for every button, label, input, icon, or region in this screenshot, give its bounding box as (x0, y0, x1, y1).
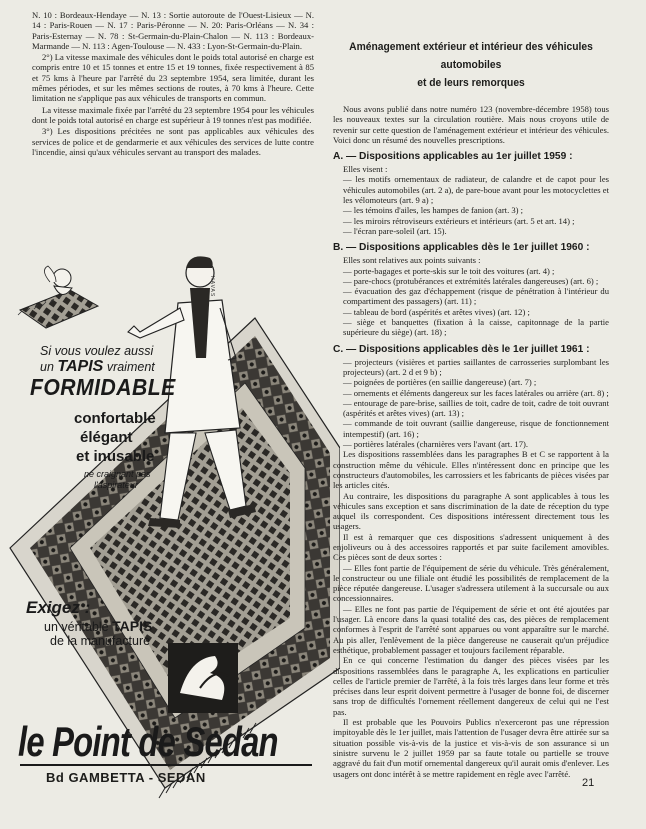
section-c-item: — projecteurs (visières et parties saillantes de carrosseries surplombant les projecteurs) (art. 2 d et 9 b) ; (343, 356, 609, 377)
section-b-lead: Elles sont relatives aux points suivants : (343, 255, 481, 266)
ad-line-2-prefix: un (40, 360, 54, 374)
body-paragraph: Il est à remarquer que ces dispositions s'adressent uniquement à des enjoliveurs ou à des accessoires rapportés et par suite facilement amovibles. Ces pièces sont de deux sortes : (333, 531, 609, 563)
section-a-item: — les motifs ornementaux de radiateur, de calandre et de capot pour les véhicules automobiles (art. 2 a), de pare-boue avant pour les motocyclettes et les vélomoteurs (art. 9 a) ; (343, 174, 609, 206)
page-number: 21 (582, 777, 595, 789)
exemptions-paragraph: 3°) Les dispositions précitées ne sont pas applicables aux véhicules des services de police et de gendarmerie et aux véhicules des services de lutte contre l'incendie, ainsi qu'aux véhicules servant au transport des malades. (32, 126, 314, 157)
article-title-line-2: et de leurs remorques (417, 77, 525, 89)
section-c-item: — portières latérales (charnières vers l'avant (art. 17). (343, 439, 529, 450)
ad-manufacture: de la manufacture (50, 634, 151, 648)
body-paragraph: — Elles font partie de l'équipement de série du véhicule. Très généralement, le constructeur ou une filiale ont étudié les possibilités de remplacement de la pièce réputée dangereuse. L'usager s'adressera utilement à la succursale ou aux concessionnaires. (333, 562, 609, 604)
section-b-item: — siège et banquettes (fixation à la caisse, capitonnage de la partie supérieure du siège) (art. 18) ; (343, 317, 609, 338)
ad-quality-1: confortable (74, 410, 156, 427)
ad-tapis-bold: TAPIS (112, 618, 153, 634)
section-b-heading: B. — Dispositions applicables dès le 1er juillet 1960 : (333, 242, 590, 254)
ad-tapis-prefix: un véritable (44, 620, 109, 634)
body-paragraph: En ce qui concerne l'estimation du danger des pièces visées par les dispositions rassemblées dans le paragraphe A, les explications en particulier celles de l'article premier de l'arrêté, à la fois très larges dans leur forme et très précises dans leur esprit doivent permettre à l'usager de bonne foi, de discerner sans trop de difficultés l'ornement réellement dangereux de celui qui ne l'est pas. (333, 655, 609, 717)
ad-tapis-line (44, 618, 152, 634)
body-paragraph: Les dispositions rassemblées dans les paragraphes B et C se rapportent à la construction même du véhicule. Elles n'intéressent donc en principe que les constructeurs d'automobiles, les carrossiers et les fabricants de pièces visées par les articles cités. (333, 449, 609, 491)
body-paragraph: — Elles ne font pas partie de l'équipement de série et ont été ajoutées par l'usager. Là encore dans la quasi totalité des cas, des pièces de remplacement conformes à l'esprit de l'arrêté sont apparues ou vont apparaître sur le marché. Au pis aller, l'enlèvement de la pièce dangereuse ne causerait qu'un préjudice esthétique, probablement passager et toujours facilement réparable. (333, 603, 609, 655)
section-c-item: — poignées de portières (en saillie dangereuse) (art. 7) ; (343, 377, 537, 388)
section-c-item: — ornements et éléments dangereux sur les faces latérales ou arrière (art. 8) ; (343, 387, 609, 398)
ad-note-2: l'aspirateur (94, 480, 138, 490)
section-a-lead: Elles visent : (343, 164, 388, 175)
max-speed-paragraph: La vitesse maximale fixée par l'arrêté du 23 septembre 1954 pour les véhicules dont le poids total autorisé en charge est supérieur à 19 tonnes n'est pas modifiée. (32, 104, 314, 125)
section-b-item: — évacuation des gaz d'échappement (risque de pénétration à l'intérieur du compartiment des passagers) (art. 11) ; (343, 286, 609, 307)
section-a-heading: A. — Dispositions applicables au 1er juillet 1959 : (333, 151, 573, 163)
body-paragraph: Il est probable que les Pouvoirs Publics n'exerceront pas une répression impitoyable dès le 1er juillet, mais l'attention de l'usager devra être attirée sur sa situation possible vis-à-vis de la justice et vis-à-vis de son assurance si un sinistre survenu le 2 juillet 1959 par sa faute totale ou partielle se trouve aggravé du fait d'un motif ornemental dangereux qu'il aurait omis d'enlever. Les usagers ont donc intérêt à se mettre rapidement en règle avec l'arrêté. (333, 717, 609, 779)
section-b-item: — pare-chocs (protubérances et extrémités latérales dangereuses) (art. 6) ; (343, 275, 599, 286)
ad-quality-3: et inusable (76, 448, 155, 465)
ad-line-2-suffix: vraiment (106, 360, 155, 374)
section-a-item: — les miroirs rétroviseurs extérieurs et intérieurs (art. 5 et art. 14) ; (343, 215, 575, 226)
ad-line-1: Si vous voulez aussi (40, 344, 154, 358)
section-b-item: — porte-bagages et porte-skis sur le toit des voitures (art. 4) ; (343, 265, 555, 276)
section-c-heading: C. — Dispositions applicables dès le 1er juillet 1961 : (333, 343, 590, 355)
ad-headline: FORMIDABLE (30, 374, 176, 400)
ad-agency-signature: HAVAS (209, 276, 215, 298)
carpet-advertisement (0, 248, 340, 829)
article-title (344, 38, 598, 92)
section-a-item: — l'écran pare-soleil (art. 15). (343, 225, 447, 236)
ad-note-1: ne craignant pas (84, 469, 151, 479)
cherub-illustration (18, 266, 98, 328)
article-intro: Nous avons publié dans notre numéro 123 (novembre-décembre 1958) tous les nouveaux textes sur la circulation routière. Mais nous croyons utile de revenir sur cette question de l'aménagement extérieur et intérieur des véhicules. Voici donc un résumé des nouvelles prescriptions. (333, 104, 609, 145)
brand-logo-box (168, 643, 238, 713)
section-a-item: — les témoins d'ailes, les hampes de fanion (art. 3) ; (343, 205, 524, 216)
speed-limit-paragraph: 2°) La vitesse maximale des véhicules dont le poids total autorisé en charge est compris entre 10 et 15 tonnes et entre 15 et 19 tonnes, fixée respectivement à 85 et 75 kms à l'heure par l'arrêté du 23 septembre 1954, sera limitée, durant les mêmes périodes, et sur les mêmes sections de routes, à 70 kms à l'heure. Cette limitation ne s'applique pas aux véhicules de transports en commun. (32, 52, 314, 104)
left-column (32, 10, 314, 158)
body-paragraph: Au contraire, les dispositions du paragraphe A sont applicables à tous les véhicules sans exception et sans discrimination de la date de réception du type auquel ils correspondent. Ces dispositions intéressent directement tous les usagers. (333, 490, 609, 532)
right-column (333, 8, 609, 779)
road-list-paragraph: N. 10 : Bordeaux-Hendaye — N. 13 : Sortie autoroute de l'Ouest-Lisieux — N. 14 : Paris-Rouen — N. 17 : Paris-Péronne — N. 20: Paris-Orléans — N. 34 : Paris-Esternay — N. 78 : St-Germain-du-Plain-Chalon — N. 113 : Bordeaux-Marmande — N. 113 : Agen-Toulouse — N. 433 : Lyon-St-Germain-du-Plain. (32, 10, 314, 51)
ad-line-2-bold: TAPIS (57, 358, 104, 375)
ad-exigez: Exigez : (26, 598, 91, 617)
section-b-item: — tableau de bord (aspérités et arêtes vives) (art. 12) ; (343, 306, 530, 317)
brand-address: Bd GAMBETTA - SEDAN (46, 770, 206, 785)
section-c-item: — entourage de pare-brise, saillies de toit, cadre de toit, cadre de toit ouvrant (aspérités et arêtes vives) (art. 13) ; (343, 397, 609, 419)
ad-quality-2: élégant (80, 429, 133, 446)
brand-name: le Point de Sedan (18, 718, 278, 765)
article-title-line-1: Aménagement extérieur et intérieur des véhicules automobiles (349, 41, 593, 71)
section-c-item: — commande de toit ouvrant (saillie dangereuse, risque de fonctionnement intempestif) (art. 16) ; (343, 418, 609, 439)
